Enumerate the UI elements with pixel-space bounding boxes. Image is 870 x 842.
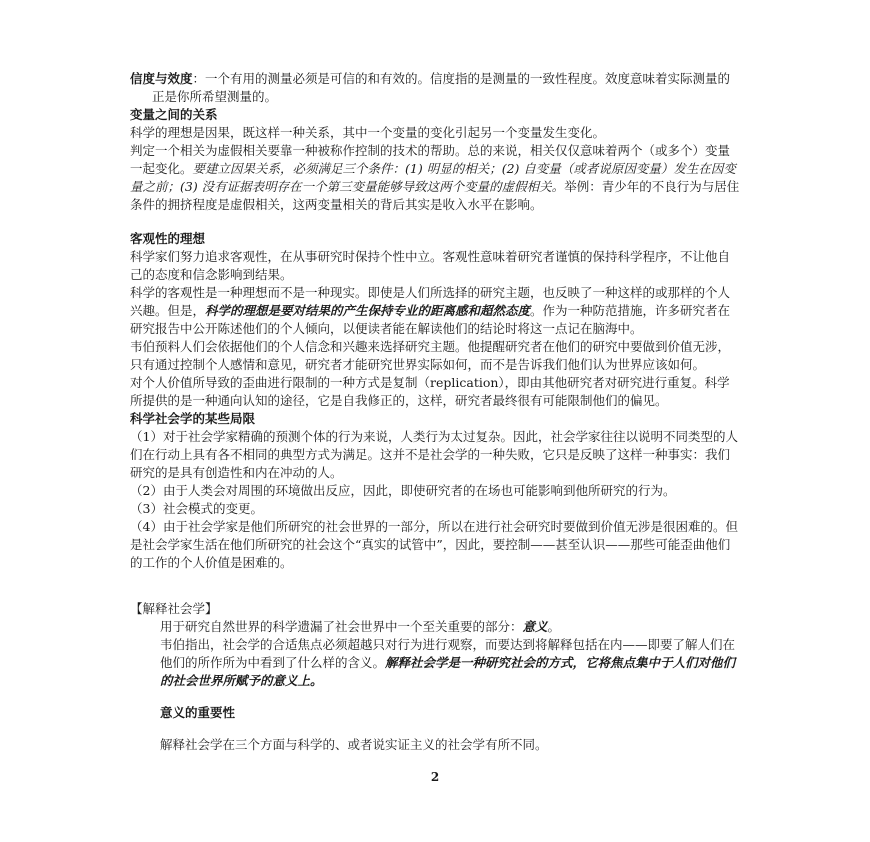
section-heading-limitations: 科学社会学的某些局限 [130,411,256,426]
section-heading-objectivity: 客观性的理想 [130,231,206,246]
limitation-item-1: （1）对于社会学家精确的预测个体的行为来说，人类行为太过复杂。因此，社会学家往往以说明不同类型的人们在行动上具有各不相同的典型方式为满足。这并不是社会学的一种失败，它只是反映了这样一种事实：我们研究的是具有创造性和内在冲动的人。 [130,429,738,480]
variables-paragraph-1: 科学的理想是因果，既这样一种关系，其中一个变量的变化引起另一个变量发生变化。 [130,125,606,140]
limitation-item-2: （2）由于人类会对周围的环境做出反应，因此，即使研究者的在场也可能影响到他所研究的行为。 [130,483,676,498]
interpretive-text-2a: 韦伯指出，社会学的合适焦点必须超越只对行为进行观察，而要达到将解释包括在内——即要了解人们在他们的所作所为中看到了什么样的含义。 [160,637,736,670]
variables-paragraph-2 [130,142,742,214]
section-heading-variables: 变量之间的关系 [130,107,218,122]
spacer [160,722,742,736]
spacer [130,572,742,600]
objectivity-emphasis: 科学的理想是要对结果的产生保持专业的距离感和超然态度 [205,303,531,318]
page-number: 2 [430,770,440,784]
objectivity-paragraph-2 [130,284,742,338]
meaning-term: 意义 [522,619,548,634]
document-page [130,70,742,754]
objectivity-text-c: 。作为一种防范措施，许多研究者在研究报告中公开陈述他们的个人倾向，以便读者能在解读他们的结论时将这一点记在脑海中。 [130,303,731,336]
objectivity-text-a: 科学的客观性是一种理想而不是一种现实。即使是人们所选择的研究主题，也反映了一种这样的或那样的个人兴趣。但是， [130,285,731,318]
objectivity-paragraph-3: 韦伯预料人们会依据他们的个人信念和兴趣来选择研究主题。他提醒研究者在他们的研究中要做到价值无涉，只有通过控制个人感情和意见，研究者才能研究世界实际如何，而不是告诉我们他们认为世界应该如何。 [130,339,731,372]
variables-text-c: 举例：青少年的不良行为与居住条件的拥挤程度是虚假相关，这两变量相关的背后其实是收入水平在影响。 [130,179,740,212]
interpretive-text-c: 。 [547,619,561,634]
limitation-item-4: （4）由于社会学家是他们所研究的社会世界的一部分，所以在进行社会研究时要做到价值无涉是很困难的。但是社会学家生活在他们所研究的社会这个“真实的试管中”，因此，要控制——甚至认识——那些可能歪曲他们的工作的个人价值是困难的。 [130,519,738,570]
objectivity-paragraph-4: 对个人价值所导致的歪曲进行限制的一种方式是复制（replication），即由其他研究者对研究进行重复。科学所提供的是一种通向认知的途径，它是自我修正的，这样，研究者最终很有可能限制他们的偏见。 [130,375,730,408]
spacer [160,690,742,704]
causal-conditions-text: 要建立因果关系，必须满足三个条件：(1) 明显的相关；(2) 自变量（或者说原因变量）发生在因变量之前；(3) 没有证据表明存在一个第三变量能够导致这两个变量的虚假相关。 [130,161,736,194]
subheading-meaning-importance: 意义的重要性 [160,705,236,720]
variables-text-a: 判定一个相关为虚假相关要靠一种被称作控制的技术的帮助。总的来说，相关仅仅意味着两个（或多个）变量一起变化。 [130,143,731,176]
interpretive-definition: 解释社会学是一种研究社会的方式，它将焦点集中于人们对他们的社会世界所赋予的意义上。 [160,655,736,688]
reliability-validity-term: 信度与效度 [130,71,193,86]
interpretive-text-a: 用于研究自然世界的科学遗漏了社会世界中一个至关重要的部分： [160,619,523,634]
interpretive-paragraph-1 [160,618,742,636]
reliability-validity-paragraph [130,70,742,106]
objectivity-paragraph-1: 科学家们努力追求客观性，在从事研究时保持个性中立。客观性意味着研究者谨慎的保持科学程序，不让他自己的态度和信念影响到结果。 [130,249,731,282]
spacer [130,214,742,230]
interpretive-block [130,618,742,754]
section-heading-interpretive: 【解释社会学】 [130,601,218,616]
limitation-item-3: （3）社会模式的变更。 [130,501,263,516]
interpretive-paragraph-2 [160,636,742,690]
reliability-validity-text: ：一个有用的测量必须是可信的和有效的。信度指的是测量的一致性程度。效度意味着实际测量的正是你所希望测量的。 [152,71,731,104]
interpretive-paragraph-3: 解释社会学在三个方面与科学的、或者说实证主义的社会学有所不同。 [160,737,548,752]
